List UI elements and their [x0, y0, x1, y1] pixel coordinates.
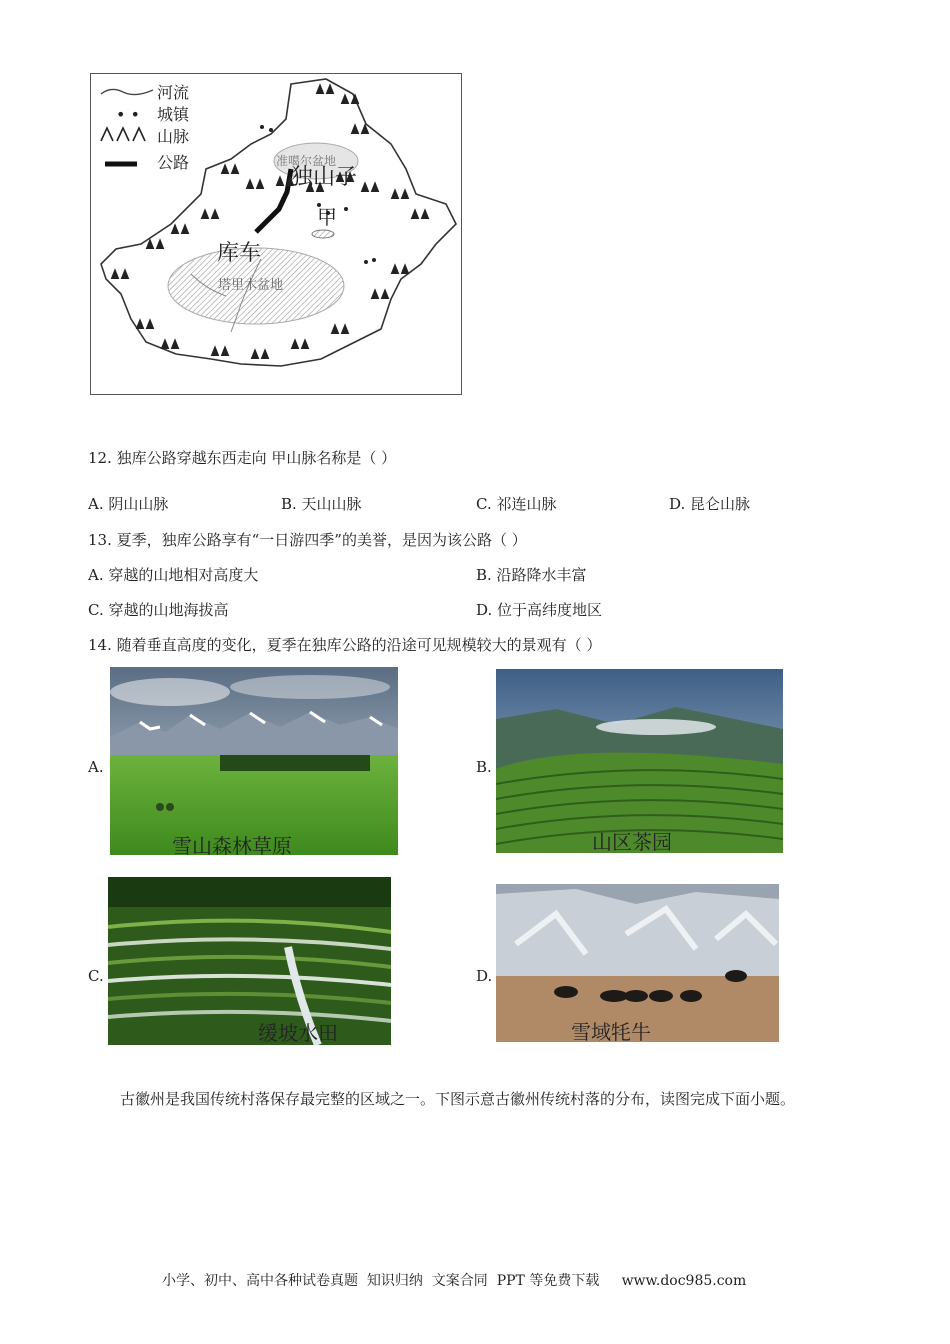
question-12-stem: 12. 独库公路穿越东西走向 甲山脉名称是（ ）: [88, 449, 397, 467]
q14-option-b-letter[interactable]: B.: [476, 758, 492, 776]
xinjiang-map: [90, 73, 462, 395]
junggar-label: 准噶尔盆地: [276, 154, 337, 168]
legend-row: [99, 152, 189, 174]
q12-option-d[interactable]: D. 昆仑山脉: [669, 495, 751, 513]
legend-row: [99, 104, 189, 126]
q12-option-a[interactable]: A. 阴山山脉: [88, 495, 169, 513]
river-icon: [99, 82, 157, 104]
q13-option-d[interactable]: D. 位于高纬度地区: [476, 601, 603, 619]
q14-option-a-image[interactable]: [110, 667, 398, 855]
town-icon: • •: [116, 105, 140, 124]
q13-option-c[interactable]: C. 穿越的山地海拔高: [88, 601, 229, 619]
question-13-stem: 13. 夏季，独库公路享有“一日游四季”的美誉，是因为该公路（ ）: [88, 531, 527, 549]
legend-row: [99, 126, 189, 148]
q13-option-a[interactable]: A. 穿越的山地相对高度大: [88, 566, 259, 584]
map-legend: [99, 82, 189, 174]
q12-option-c[interactable]: C. 祁连山脉: [476, 495, 557, 513]
q12-option-b[interactable]: B. 天山山脉: [281, 495, 362, 513]
road-icon: [99, 152, 157, 174]
legend-label: 山脉: [157, 127, 190, 146]
page-footer: 小学、初中、高中各种试卷真题 知识归纳 文案合同 PPT 等免费下载 www.doc985.com: [162, 1273, 747, 1289]
tarim-label: 塔里木盆地: [218, 278, 284, 293]
q14-option-b-image[interactable]: [496, 669, 783, 853]
legend-row: [99, 82, 189, 104]
dushanzi-label: 独山子: [291, 165, 358, 190]
q14-option-d-letter[interactable]: D.: [476, 967, 493, 985]
next-section-intro: 古徽州是我国传统村落保存最完整的区域之一。下图示意古徽州传统村落的分布，读图完成下面小题。: [120, 1090, 796, 1108]
q14-option-b-caption: 山区茶园: [592, 830, 672, 853]
q14-option-d-image[interactable]: [496, 884, 779, 1042]
legend-label: 城镇: [157, 105, 190, 124]
q14-option-a-letter[interactable]: A.: [88, 758, 104, 776]
mountain-icon: [99, 126, 157, 148]
q14-option-a-caption: 雪山森林草原: [172, 834, 292, 855]
q14-option-c-letter[interactable]: C.: [88, 967, 104, 985]
question-14-stem: 14. 随着垂直高度的变化，夏季在独库公路的沿途可见规模较大的景观有（ ）: [88, 636, 602, 654]
q13-option-b[interactable]: B. 沿路降水丰富: [476, 566, 587, 584]
legend-label: 河流: [157, 83, 190, 102]
legend-label: 公路: [157, 153, 190, 172]
q14-option-c-image[interactable]: [108, 877, 391, 1045]
q14-option-c-caption: 缓坡水田: [258, 1021, 338, 1045]
q14-option-d-caption: 雪域牦牛: [571, 1020, 651, 1042]
kuche-label: 库车: [217, 241, 262, 266]
jia-label: 甲: [317, 205, 337, 229]
